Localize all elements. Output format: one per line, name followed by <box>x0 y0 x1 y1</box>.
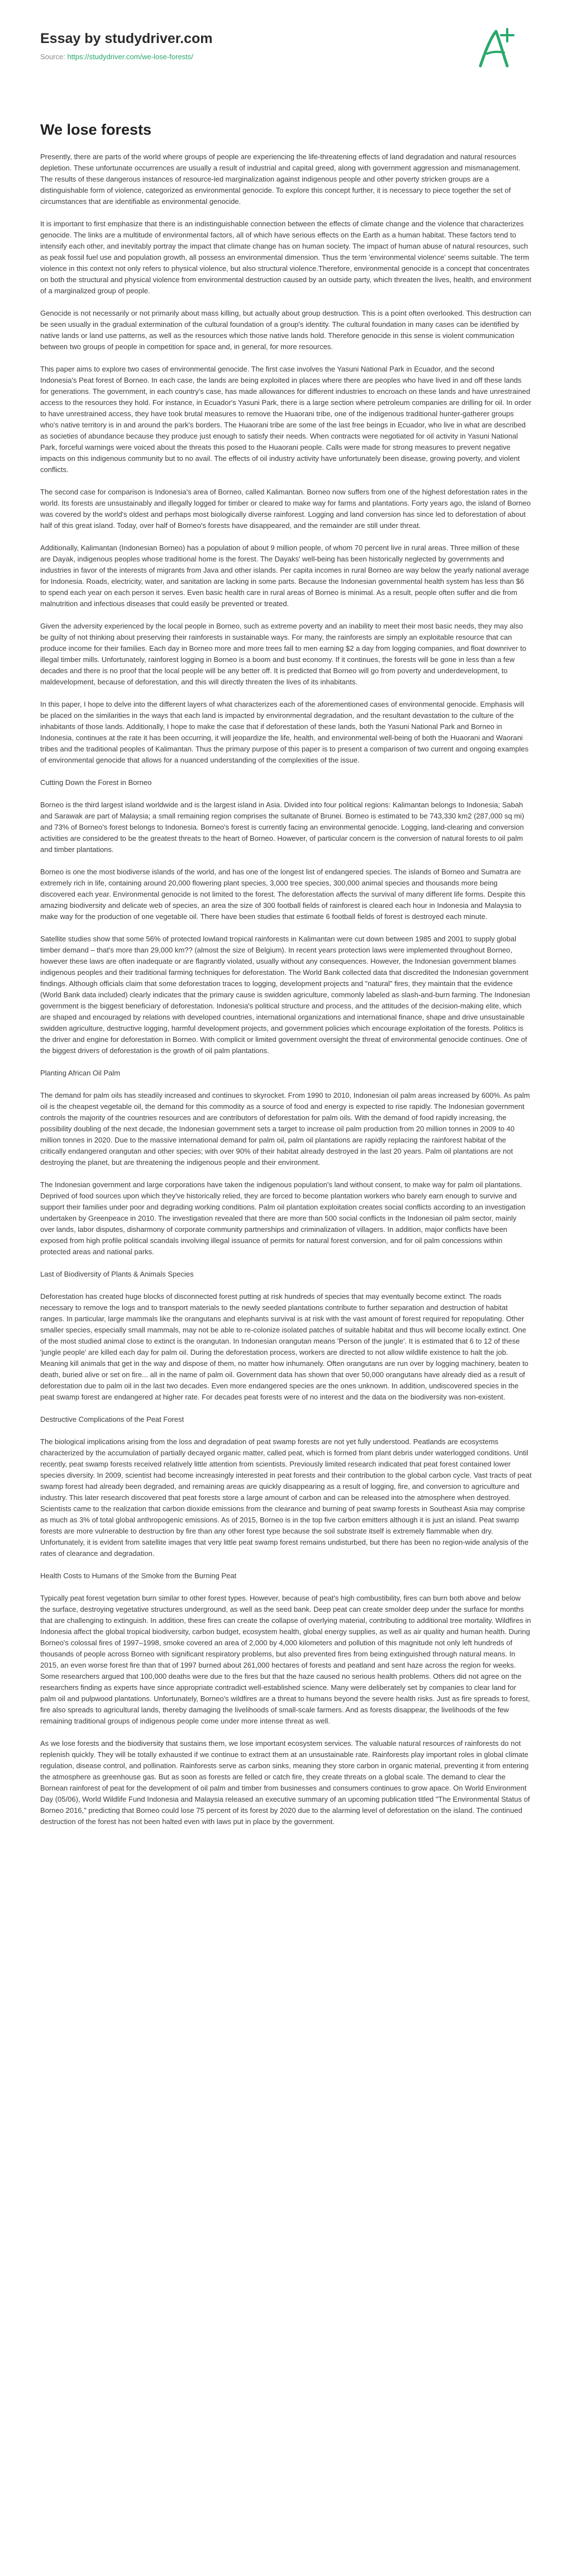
paragraph: Deforestation has created huge blocks of disconnected forest putting at risk hundreds of species that may eventually become extinct. The roads necessary to remove the logs and to transport materials to the newly seeded plantations contribute to further separation and destruction of habitat ranges. In particular, large mammals like the orangutans and elephants survival is at risk with the vast amount of forest required for repopulating. Other smaller species, especially small mammals, may not be able to re-colonize isolated patches of suitable habitat and thus will become locally extinct. One of the most studied animal close to extinct is the orangutan. In Indonesian orangutan means 'Person of the jungle'. It is estimated that 6 to 12 of these 'jungle people' are killed each day for palm oil. During the deforestation process, workers are directed to not allow wildlife existence to halt the job. Meaning kill animals that get in the way and dispose of them, no matter how inhumanely. Often orangutans are run over by logging machinery, beaten to death, buried alive or set on fire... all in the name of palm oil. Government data has shown that over 50,000 orangutans have already died as a result of deforestation due to palm oil in the last two decades. Even more endangered species are the ones unknown. In addition, undiscovered species in the peat swamp forest are endangered at higher rate. For decades peat forests were of no interest and the data on the biodiversity was non-existent. <box>40 1292 528 1401</box>
paragraph: As we lose forests and the biodiversity that sustains them, we lose important ecosystem services. The valuable natural resources of rainforests do not replenish quickly. They will be totally exhausted if we continue to extract them at an unsustainable rate. Rainforests play important roles in global climate regulation, disease control, and pollination. Rainforests serve as carbon sinks, meaning they store carbon in organic material, preventing it from entering the atmosphere as greenhouse gas. But as soon as forests are felled or catch fire, they create threats on a global scale. The demand to clear the Bornean rainforest of peat for the development of oil palm and timber from businesses and consumers continues to grow apace. On World Environment Day (05/06), World Wildlife Fund Indonesia and Malaysia released an executive summary of an upcoming publication titled "The Environmental Status of Borneo 2016," predicting that Borneo could lose 75 percent of its forest by 2020 due to the alarming level of deforestation on the island. The continued destruction of the forest has not been halted even with laws put in place by the government. <box>40 1739 530 1826</box>
paragraph: Satellite studies show that some 56% of protected lowland tropical rainforests in Kalimantan were cut down between 1985 and 2001 to supply global timber demand – that's more than 29,000 km?? (almost the size of Belgium). In recent years protection laws were implemented throughout Borneo, however these laws are often inadequate or are flagrantly violated, usually without any consequences. However, the Indonesian government blames indigenous peoples and their traditional farming techniques for deforestation. The World Bank collected data that discredited the Indonesian government findings. Although officials claim that some deforestation traces to logging, development projects and "natural" fires, they maintain that the evidence (World Bank data included) clearly indicates that the primary cause is swidden agriculture, commonly labeled as slash-and-burn farming. The Indonesian government is the biggest beneficiary of deforestation. Indonesia's political structure and process, and the attitudes of the decision-making elite, which are shaped and encouraged by relations with developed countries, international organizations and international finance, shape and drive unsustainable swidden agriculture, destructive logging, harmful development projects, and government policies which encourage exploitation of the forests. Politics is the driver and engine for deforestation in Borneo. With complicit or limited government oversight the threat of environmental genocide continues. One of the biggest drivers of deforestation is the growth of oil palm plantations. <box>40 935 530 1055</box>
article-title: We lose forests <box>40 121 152 138</box>
paragraph: Given the adversity experienced by the local people in Borneo, such as extreme poverty and an inability to meet their most basic needs, they may also be guilty of not thinking about preserving their rainforests in sustainable ways. For many, the rainforests are simply an exploitable resource that can produce income for their families. Each day in Borneo more and more trees fall to men earning $2 a day from logging companies, and float downriver to illegal timber mills. Unfortunately, rainforest logging in Borneo is a boom and bust economy. If it continues, the forests will be gone in less than a few decades and there is no proof that the local people will be any better off. It is predicted that Borneo will go from poverty and underdevelopment, to maldevelopment, because of deforestation, and this will directly threaten the lives of its inhabitants. <box>40 622 527 686</box>
a-plus-logo <box>475 25 516 73</box>
paragraph: Typically peat forest vegetation burn similar to other forest types. However, because of peat's high combustibility, fires can burn both above and below the surface, destroying vegetative structures underground, as well as the seed bank. Deep peat can create smolder deep under the surface for months that are challenging to extinguish. In addition, these fires can create the collapse of overlying material, contributing to additional tree mortality. Wildfires in Indonesia affect the global tropical biodiversity, carbon budget, ecosystem health, global energy supplies, as well as air quality and human health. During Borneo's colossal fires of 1997–1998, smoke covered an area of 2,000 by 4,000 kilometers and pollution of this magnitude not only left hundreds of thousands of people across Borneo with significant respiratory problems, but also prevented fires from being extinguished through natural means. In 2015, an even worse forest fire than that of 1997 burned about 261,000 hectares of forests and peatland and sent haze across the region for weeks. Some researchers argued that 100,000 deaths were due to the fires but that the haze caused no serious health problems. Others did not agree on the researchers finding as experts have since appropriate contradict well-established science. Many were deliberately set by companies to clear land for palm oil and pulpwood plantations. Unfortunately, Borneo's wildfires are a threat to humans beyond the severe health risks. Just as fire spreads to forest, fire also spreads to agricultural lands, thereby damaging the livelihoods of small-scale farmers. And as forests disappear, the livelihoods of the few remaining traditional groups of indigenous people come under more intense threat as well. <box>40 1594 531 1725</box>
paragraph: Additionally, Kalimantan (Indonesian Borneo) has a population of about 9 million people, of whom 70 percent live in rural areas. Three million of these are Dayak, indigenous peoples whose traditional home is the forest. The Dayaks' well-being has been historically neglected by governments and industries in favor of the interests of migrants from Java and other islands. Per capita incomes in rural Borneo are way below the yearly national average for Indonesia. Roads, electricity, water, and sanitation are lacking in some parts. Because the Indonesian governmental health system has less than $6 to spend each year on each person it serves. Even basic health care in rural areas of Borneo is minimal. As a result, people often suffer and die from malnutrition and infectious diseases that could easily be prevented or treated. <box>40 544 530 608</box>
paragraph: The second case for comparison is Indonesia's area of Borneo, called Kalimantan. Borneo now suffers from one of the highest deforestation rates in the world. Its forests are unsustainably and illegally logged for timber or cleared to make way for farms and plantations. Forty years ago, the island of Borneo was covered by the world's oldest and perhaps most biologically diverse rainforest. Logging and land conversion has since led to deforestation of about half of this great island. Today, over half of Borneo's forests have disappeared, and the remainder are still under threat. <box>40 488 531 530</box>
paragraph: It is important to first emphasize that there is an indistinguishable connection between the effects of climate change and the violence that characterizes genocide. The links are a multitude of environmental factors, all of which have serious effects on the Earth as a human habitat. These factors tend to intensify each other, and inevitably portray the impact that climate change has on human society. The impact of human abuse of natural resources, such as peak fossil fuel use and population growth, all possess an environmental dimension. Thus the term 'environmental violence' seems suitable. The term violence in this context not only refers to physical violence, but also structural violence.Therefore, environmental genocide is a concept that concentrates on both the structural and physical violence from environmental destruction caused by an outside party, which threaten the lives, health, and environment of a marginalized group of people. <box>40 220 532 295</box>
source-label: Source: <box>40 53 65 61</box>
source-link[interactable]: https://studydriver.com/we-lose-forests/ <box>67 53 193 61</box>
paragraph: In this paper, I hope to delve into the different layers of what characterizes each of the aforementioned cases of environmental genocide. Emphasis will be placed on the similarities in the ways that each land is impacted by environmental degradation, and the resultant devastation to the culture of the inhabitants of those lands. Additionally, I hope to make the case that if deforestation of these lands, both the Yasuni National Park and Borneo in Indonesia, continues at the rate it has been occurring, it will jeopardize the life, health, and environmental well-being of both the Huaorani and Waorani tribes and the traditional peoples of Kalimantan. Thus the primary purpose of this paper is to present a comparison of two current and ongoing examples of environmental genocide that allows for a nuanced understanding of the complexities of the issue. <box>40 700 529 764</box>
paragraph: The biological implications arising from the loss and degradation of peat swamp forests are not yet fully understood. Peatlands are ecosystems characterized by the accumulation of partially decayed organic matter, called peat, which is formed from plant debris under waterlogged conditions. Until recently, peat swamp forests received relatively little attention from scientists. Previously limited research indicated that peat forest contained lower species diversity. In 2009, scientist had become increasingly interested in peat forests and their contribution to the global carbon cycle. Vast tracts of peat swamp forest had already been degraded, and remaining areas are quickly disappearing as a result of logging, fire, and conversion to agriculture and industry. This later research discovered that peat forests store a large amount of carbon and can be released into the atmosphere when destroyed. Scientists came to the realization that carbon dioxide emissions from the clearance and burning of peat swamp forests in Southeast Asia may comprise as much as 3% of total global anthropogenic emissions. As of 2015, Borneo is in the top five carbon emitters although it is just an island. Peat swamp forests are more vulnerable to destruction by fire than any other forest type because the soil substrate itself is extremely flammable when dry. Unfortunately, it is evident from satellite images that very little peat swamp forest remains undisturbed, but there has been no region-wide analysis of the rates of clearance and degradation. <box>40 1437 532 1558</box>
paragraph: The demand for palm oils has steadily increased and continues to skyrocket. From 1990 to 2010, Indonesian oil palm areas increased by 600%. As palm oil is the cheapest vegetable oil, the demand for this commodity as a source of food and energy is expected to rise rapidly. The Indonesian government controls the majority of the countries resources and are contributors of deforestation for palm oils. With the demand of food rapidly increasing, the possibility doubling of the next decade, the Indonesian government sets a target to increase oil palm production from 20 million tonnes in 2009 to 40 million tonnes in 2020. Due to the massive international demand for palm oil, palm oil plantations are rapidly replacing the rainforest habitat of the critically endangered orangutan and other species; with over 90% of their habitat already destroyed in the last 20 years. Palm oil plantations are not destroying the planet, but are threatening the indigenous people and their environment. <box>40 1091 530 1166</box>
section-heading: Health Costs to Humans of the Smoke from the Burning Peat <box>40 1572 237 1580</box>
header <box>40 29 532 91</box>
paragraph: This paper aims to explore two cases of environmental genocide. The first case involves the Yasuni National Park in Ecuador, and the second Indonesia's Peat forest of Borneo. In each case, the lands are being exploited in places where there are peoples who have lived in and off these lands for generations. The government, in each country's case, has made allowances for different industries to encroach on these lands and have unrestrained access to the resources they hold. For instance, in Ecuador's Yasuni Park, there is a large section where petroleum companies are drilling for oil. In order to have unrestrained access, they have took brutal measures to remove the Huaorani tribe, one of the indigenous traditional hunter-gatherer groups who's native territory is in and around the park's borders. The Huaorani tribe are some of the last free beings in Ecuador, who live in what are described as societies of abundance because they produce just enough to satisfy their needs. When contracts were negotiated for oil activity in Yasuni National Park, forceful warnings were voiced about the threats this posed to the Huaorani people. Calls were made for strong measures to prevent negative impacts on this indigenous community but to no avail. The effects of oil industry activity have unfortunately been disease, growing poverty, and violent conflicts. <box>40 365 532 474</box>
section-heading: Last of Biodiversity of Plants & Animals Species <box>40 1270 194 1278</box>
paragraph: Borneo is the third largest island worldwide and is the largest island in Asia. Divided into four political regions: Kalimantan belongs to Indonesia; Sabah and Sarawak are part of Malaysia; a small remaining region comprises the sultanate of Brunei. Borneo is estimated to be 743,330 km2 (287,000 sq mi) and 73% of Borneo's forest belongs to Indonesia. Borneo's forest is currently facing an environmental genocide. Logging, land-clearing and conversion activities are considered to be the greatest threats to the heart of Borneo. However, of particular concern is the conversion of natural forests to oil palm and timber plantations. <box>40 801 525 854</box>
section-heading: Planting African Oil Palm <box>40 1069 121 1077</box>
paragraph: Genocide is not necessarily or not primarily about mass killing, but actually about group destruction. This is a point often overlooked. This destruction can be seen usually in the gradual extermination of the cultural foundation of a group's identity. The cultural foundation in many cases can be identified by native lands or land use patterns, as well as the resources which those native lands hold. Therefore genocide in this sense is violent communication between two groups of people in competition for space and, in general, for more resources. <box>40 309 531 351</box>
section-heading: Cutting Down the Forest in Borneo <box>40 778 152 787</box>
paragraph: The Indonesian government and large corporations have taken the indigenous population's land without consent, to make way for palm oil plantations. Deprived of food sources upon which they've historically relied, they are forced to become plantation workers who barely earn enough to survive and support their families under poor and degrading working conditions. Palm oil plantation exploitation creates social conflicts according to an investigation undertaken by Greenpeace in 2010. The investigation revealed that there are more than 500 social conflicts in the Indonesian oil palm sector, mainly over lands, labor disputes, disharmony of corporate community partnerships and criminalization of villagers. In addition, major conflicts have been exposed from high profile political scandals involving illegal issuance of permits for natural forest conversion, and for oil palm concessions within protected areas and national parks. <box>40 1180 526 1256</box>
article <box>40 120 532 1839</box>
paragraph: Borneo is one the most biodiverse islands of the world, and has one of the longest list of endangered species. The islands of Borneo and Sumatra are extremely rich in life, containing around 20,000 flowering plant species, 3,000 tree species, 300,000 animal species and thousands more being discovered each year. Environmental genocide is not limited to the forest. The deforestation affects the survival of many different life forms. Despite this amazing biodiversity and delicate web of species, an area the size of 300 football fields of rainforest is cleared each hour in Indonesia and Malaysia to make way for the production of one vegetable oil. There have been studies that estimate 6 football fields of forest is destroyed each minute. <box>40 868 526 921</box>
paragraph: Presently, there are parts of the world where groups of people are experiencing the life-threatening effects of land degradation and natural resources depletion. These unfortunate occurrences are usually a result of industrial and capital greed, along with government aggression and mismanagement. The results of these dangerous instances of resource-led marginalization against indigenous people and other poverty stricken groups are a distinguishable form of violence, categorized as environmental genocide. To explore this concept further, it is necessary to piece together the set of circumstances that are identifiable as environmental genocide. <box>40 153 521 206</box>
section-heading: Destructive Complications of the Peat Forest <box>40 1415 184 1423</box>
source-line <box>40 53 532 61</box>
site-title: Essay by studydriver.com <box>40 31 213 46</box>
